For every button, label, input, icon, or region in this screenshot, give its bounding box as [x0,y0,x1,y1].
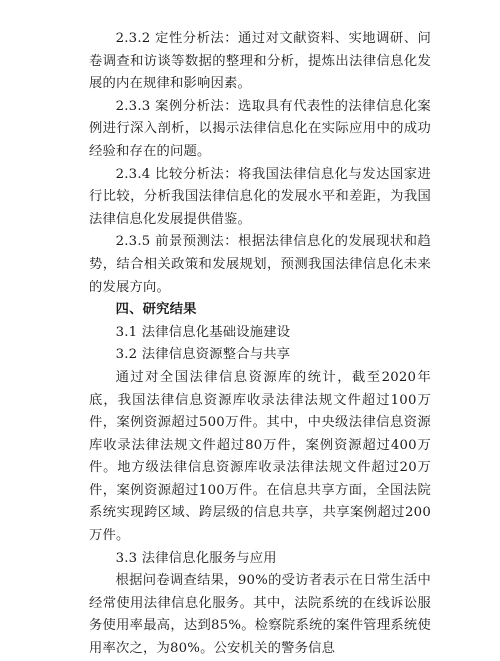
subheading-services-applications: 3.3 法律信息化服务与应用 [115,550,277,566]
para-case-analysis: 2.3.3 案例分析法：选取具有代表性的法律信息化案例进行深入剖析，以揭示法律信息化在实际应用中的成功经验和存在的问题。 [89,98,431,159]
para-comparative-analysis: 2.3.4 比较分析法：将我国法律信息化与发达国家进行比较，分析我国法律信息化的发展水平和差距，为我国法律信息化发展提供借鉴。 [89,166,431,227]
para-forecasting: 2.3.5 前景预测法：根据法律信息化的发展现状和趋势，结合相关政策和发展规划，预测我国法律信息化未来的发展方向。 [89,234,431,295]
subheading-resource-integration: 3.2 法律信息资源整合与共享 [115,347,291,363]
para-qualitative-analysis: 2.3.2 定性分析法：通过对文献资料、实地调研、问卷调查和访谈等数据的整理和分析，提炼出法律信息化发展的内在规律和影响因素。 [89,31,431,92]
para-resource-statistics: 通过对全国法律信息资源库的统计，截至2020年底，我国法律信息资源库收录法律法规文件超过100万件，案例资源超过500万件。其中，中央级法律信息资源库收录法律法规文件超过80万件，案例资源超过400万件。地方级法律信息资源库收录法律法规文件超过20万件，案例资源超过100万件。在信息共享方面，全国法院系统实现跨区域、跨层级的信息共享，共享案例超过200万件。 [89,369,431,544]
para-survey-results: 根据问卷调查结果，90%的受访者表示在日常生活中经常使用法律信息化服务。其中，法院系统的在线诉讼服务使用率最高，达到85%。检察院系统的案件管理系统使用率次之，为80%。公安机关的警务信息 [89,573,431,657]
subheading-infrastructure: 3.1 法律信息化基础设施建设 [115,324,291,340]
section-heading-research-results: 四、研究结果 [115,302,197,318]
document-body [89,28,431,661]
